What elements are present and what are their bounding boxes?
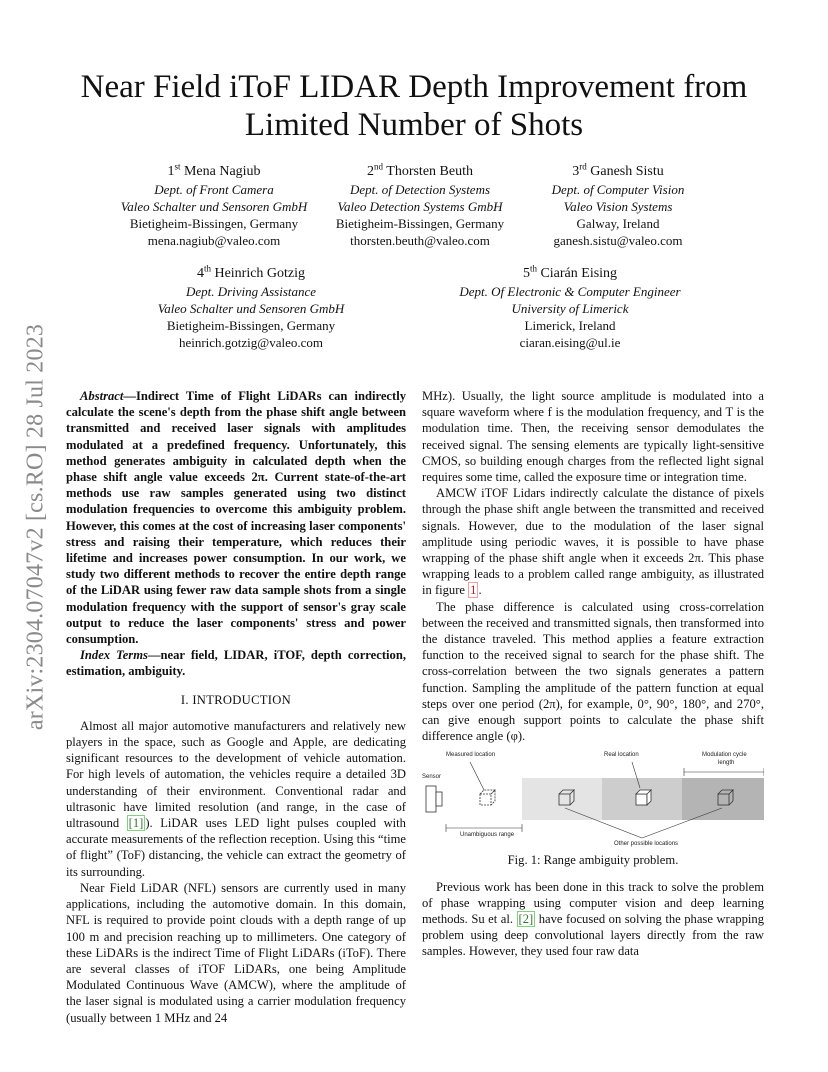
label-unambiguous-range: Unambiguous range: [460, 832, 515, 839]
label-other-locations: Other possible locations: [614, 841, 679, 848]
left-column: [66, 388, 406, 1026]
zone-cycle-4: [682, 778, 764, 820]
author-name: 1st Mena Nagiub: [167, 161, 261, 179]
body-paragraph-4: Previous work has been done in this track to solve the problem of phase wrapping using computer vision and deep learning methods. Su et al. [2] have focused on solving the phase wrapping problem using deep convolutional layers directly from the raw samples. However, they used four raw data: [422, 879, 764, 959]
author-dept: Dept. of Detection Systems: [349, 182, 491, 197]
author-org: Valeo Schalter und Sensoren GmbH: [120, 199, 308, 214]
author-email[interactable]: heinrich.gotzig@valeo.com: [178, 335, 324, 350]
label-measured-location: Measured location: [446, 752, 496, 759]
paper-title: Near Field iToF LIDAR Depth Improvement from Limited Number of Shots: [80, 69, 748, 143]
author-location: Bietigheim-Bissingen, Germany: [335, 216, 505, 231]
author-name: 5th Ciarán Eising: [522, 263, 618, 281]
author-block-5: [420, 264, 720, 351]
index-terms: Index Terms—near field, LIDAR, iTOF, depth correction, estimation, ambiguity.: [66, 648, 406, 679]
author-dept: Dept. of Front Camera: [154, 182, 274, 197]
section-heading-introduction: I. INTRODUCTION: [180, 692, 292, 707]
unambiguous-range-bracket: [446, 824, 522, 832]
label-modulation-cycle: Modulation cycle: [702, 752, 747, 759]
author-block-4: [131, 264, 371, 351]
right-column: [422, 388, 764, 960]
author-email[interactable]: thorsten.beuth@valeo.com: [350, 233, 490, 248]
author-org: Valeo Detection Systems GmbH: [337, 199, 503, 214]
sensor-body: [426, 786, 436, 812]
author-dept: Dept. Driving Assistance: [185, 284, 317, 299]
arxiv-identifier: [14, 292, 58, 762]
author-block-3: [498, 162, 738, 249]
label-length: length: [718, 760, 735, 767]
figure-reference-link[interactable]: 1: [470, 583, 477, 598]
author-location: Limerick, Ireland: [524, 318, 616, 333]
citation-link[interactable]: [1]: [128, 816, 144, 831]
label-real-location: Real location: [604, 752, 639, 759]
author-dept: Dept. Of Electronic & Computer Engineer: [459, 284, 681, 299]
author-name: 4th Heinrich Gotzig: [196, 263, 306, 281]
zone-cycle-2: [522, 778, 602, 820]
body-paragraph-2: AMCW iTOF Lidars indirectly calculate the distance of pixels through the phase shift angle between the transmitted and received signals. However, due to the modulation of the laser signal amplitude using periodic waves, it is possible to have phase wrapping of the phase shift angle when it exceeds 2π. This phase wrapping leads to a problem called range ambiguity, as illustrated in figure 1 .: [422, 486, 764, 598]
figure-caption: Fig. 1: Range ambiguity problem.: [507, 853, 679, 868]
figure-range-ambiguity: [422, 750, 764, 850]
author-block-1: [94, 162, 334, 249]
author-email[interactable]: mena.nagiub@valeo.com: [147, 233, 281, 248]
author-email[interactable]: ganesh.sistu@valeo.com: [553, 233, 683, 248]
author-org: University of Limerick: [511, 301, 629, 316]
author-name: 2nd Thorsten Beuth: [367, 161, 473, 179]
author-location: Bietigheim-Bissingen, Germany: [166, 318, 336, 333]
real-cube: [636, 790, 651, 805]
author-org: Valeo Schalter und Sensoren GmbH: [157, 301, 345, 316]
intro-paragraph-1: Almost all major automotive manufacturers and relatively new players in the space, such as Google and Apple, are dedicating significant resources to the development of vehicle automation. For high levels of automation, the vehicles require a detailed 3D understanding of their environment. Conventional radar and ultrasonic have limited resolution (and range, in the case of ultrasound [1] ). LiDAR uses LED light pulses coupled with accurate measurements of the reflection reception. Using this “time of flight” (ToF) distancing, the vehicle can extract the geometry of its surrounding.: [66, 718, 406, 879]
index-terms-label: Index Terms: [80, 648, 148, 663]
arxiv-id-text: arXiv:2304.07047v2 [cs.RO] 28 Jul 2023: [22, 323, 49, 731]
body-paragraph-1: MHz). Usually, the light source amplitude is modulated into a square waveform where f is the modulation frequency, and T is the modulation time. Then, the receiving sensor demodulates the received signal. The sensing elements are typically light-sensitive CMOS, so building enough charges from the reflected light signal requires some time, called the exposure time or integration time.: [422, 389, 764, 485]
abstract: Abstract—Indirect Time of Flight LiDARs can indirectly calculate the scene's depth from the phase shift angle between transmitted and received laser signals with amplitudes modulated at a predefined frequency. Unfortunately, this method generates ambiguity in calculated depth when the phase shift angle value exceeds 2π. Current state-of-the-art methods use raw samples generated using two distinct modulation frequencies to overcome this ambiguity problem. However, this comes at the cost of increasing laser components' stress and raising their temperature, which reduces their lifetime and increases power consumption. In our work, we study two different methods to recover the entire depth range of the LiDAR using fewer raw data sample shots from a single modulation frequency with the support of sensor's gray scale output to reduce the laser components' stress and power consumption.: [66, 389, 406, 647]
author-dept: Dept. of Computer Vision: [551, 182, 685, 197]
author-location: Bietigheim-Bissingen, Germany: [129, 216, 299, 231]
label-sensor: Sensor: [422, 774, 442, 781]
abstract-label: Abstract: [80, 389, 124, 403]
author-org: Valeo Vision Systems: [563, 199, 673, 214]
author-name: 3rd Ganesh Sistu: [572, 161, 664, 179]
citation-link[interactable]: [2]: [518, 912, 534, 927]
body-paragraph-3: The phase difference is calculated using cross-correlation between the received and transmitted signals, then transformed into the distance traveled. This method applies a feature extraction function to the received signal to search for the phase shift. The cross-correlation between the two signals generates a pattern function. Sampling the amplitude of the pattern function at equal steps over one period (2π), for example, 0°, 90°, 180°, and 270°, can give enough support points to calculate the phase shift difference angle (φ).: [422, 599, 764, 744]
author-email[interactable]: ciaran.eising@ul.ie: [519, 335, 621, 350]
modulation-cycle-bracket: [684, 768, 764, 776]
author-location: Galway, Ireland: [576, 216, 660, 231]
intro-paragraph-2: Near Field LiDAR (NFL) sensors are currently used in many applications, including the automotive domain. In this domain, NFL is required to provide point clouds with a depth range of up 100 m and precision reaching up to millimeters. One category of these LiDARs is the indirect Time of Flight LiDARs (iToF). There are several classes of iTOF LiDARs, one being Amplitude Modulated Continuous Wave (AMCW), where the amplitude of the laser signal is modulated using a carrier modulation frequency (usually between 1 MHz and 24: [66, 880, 406, 1025]
sensor-lens: [436, 792, 442, 806]
zone-unambiguous: [442, 778, 522, 820]
